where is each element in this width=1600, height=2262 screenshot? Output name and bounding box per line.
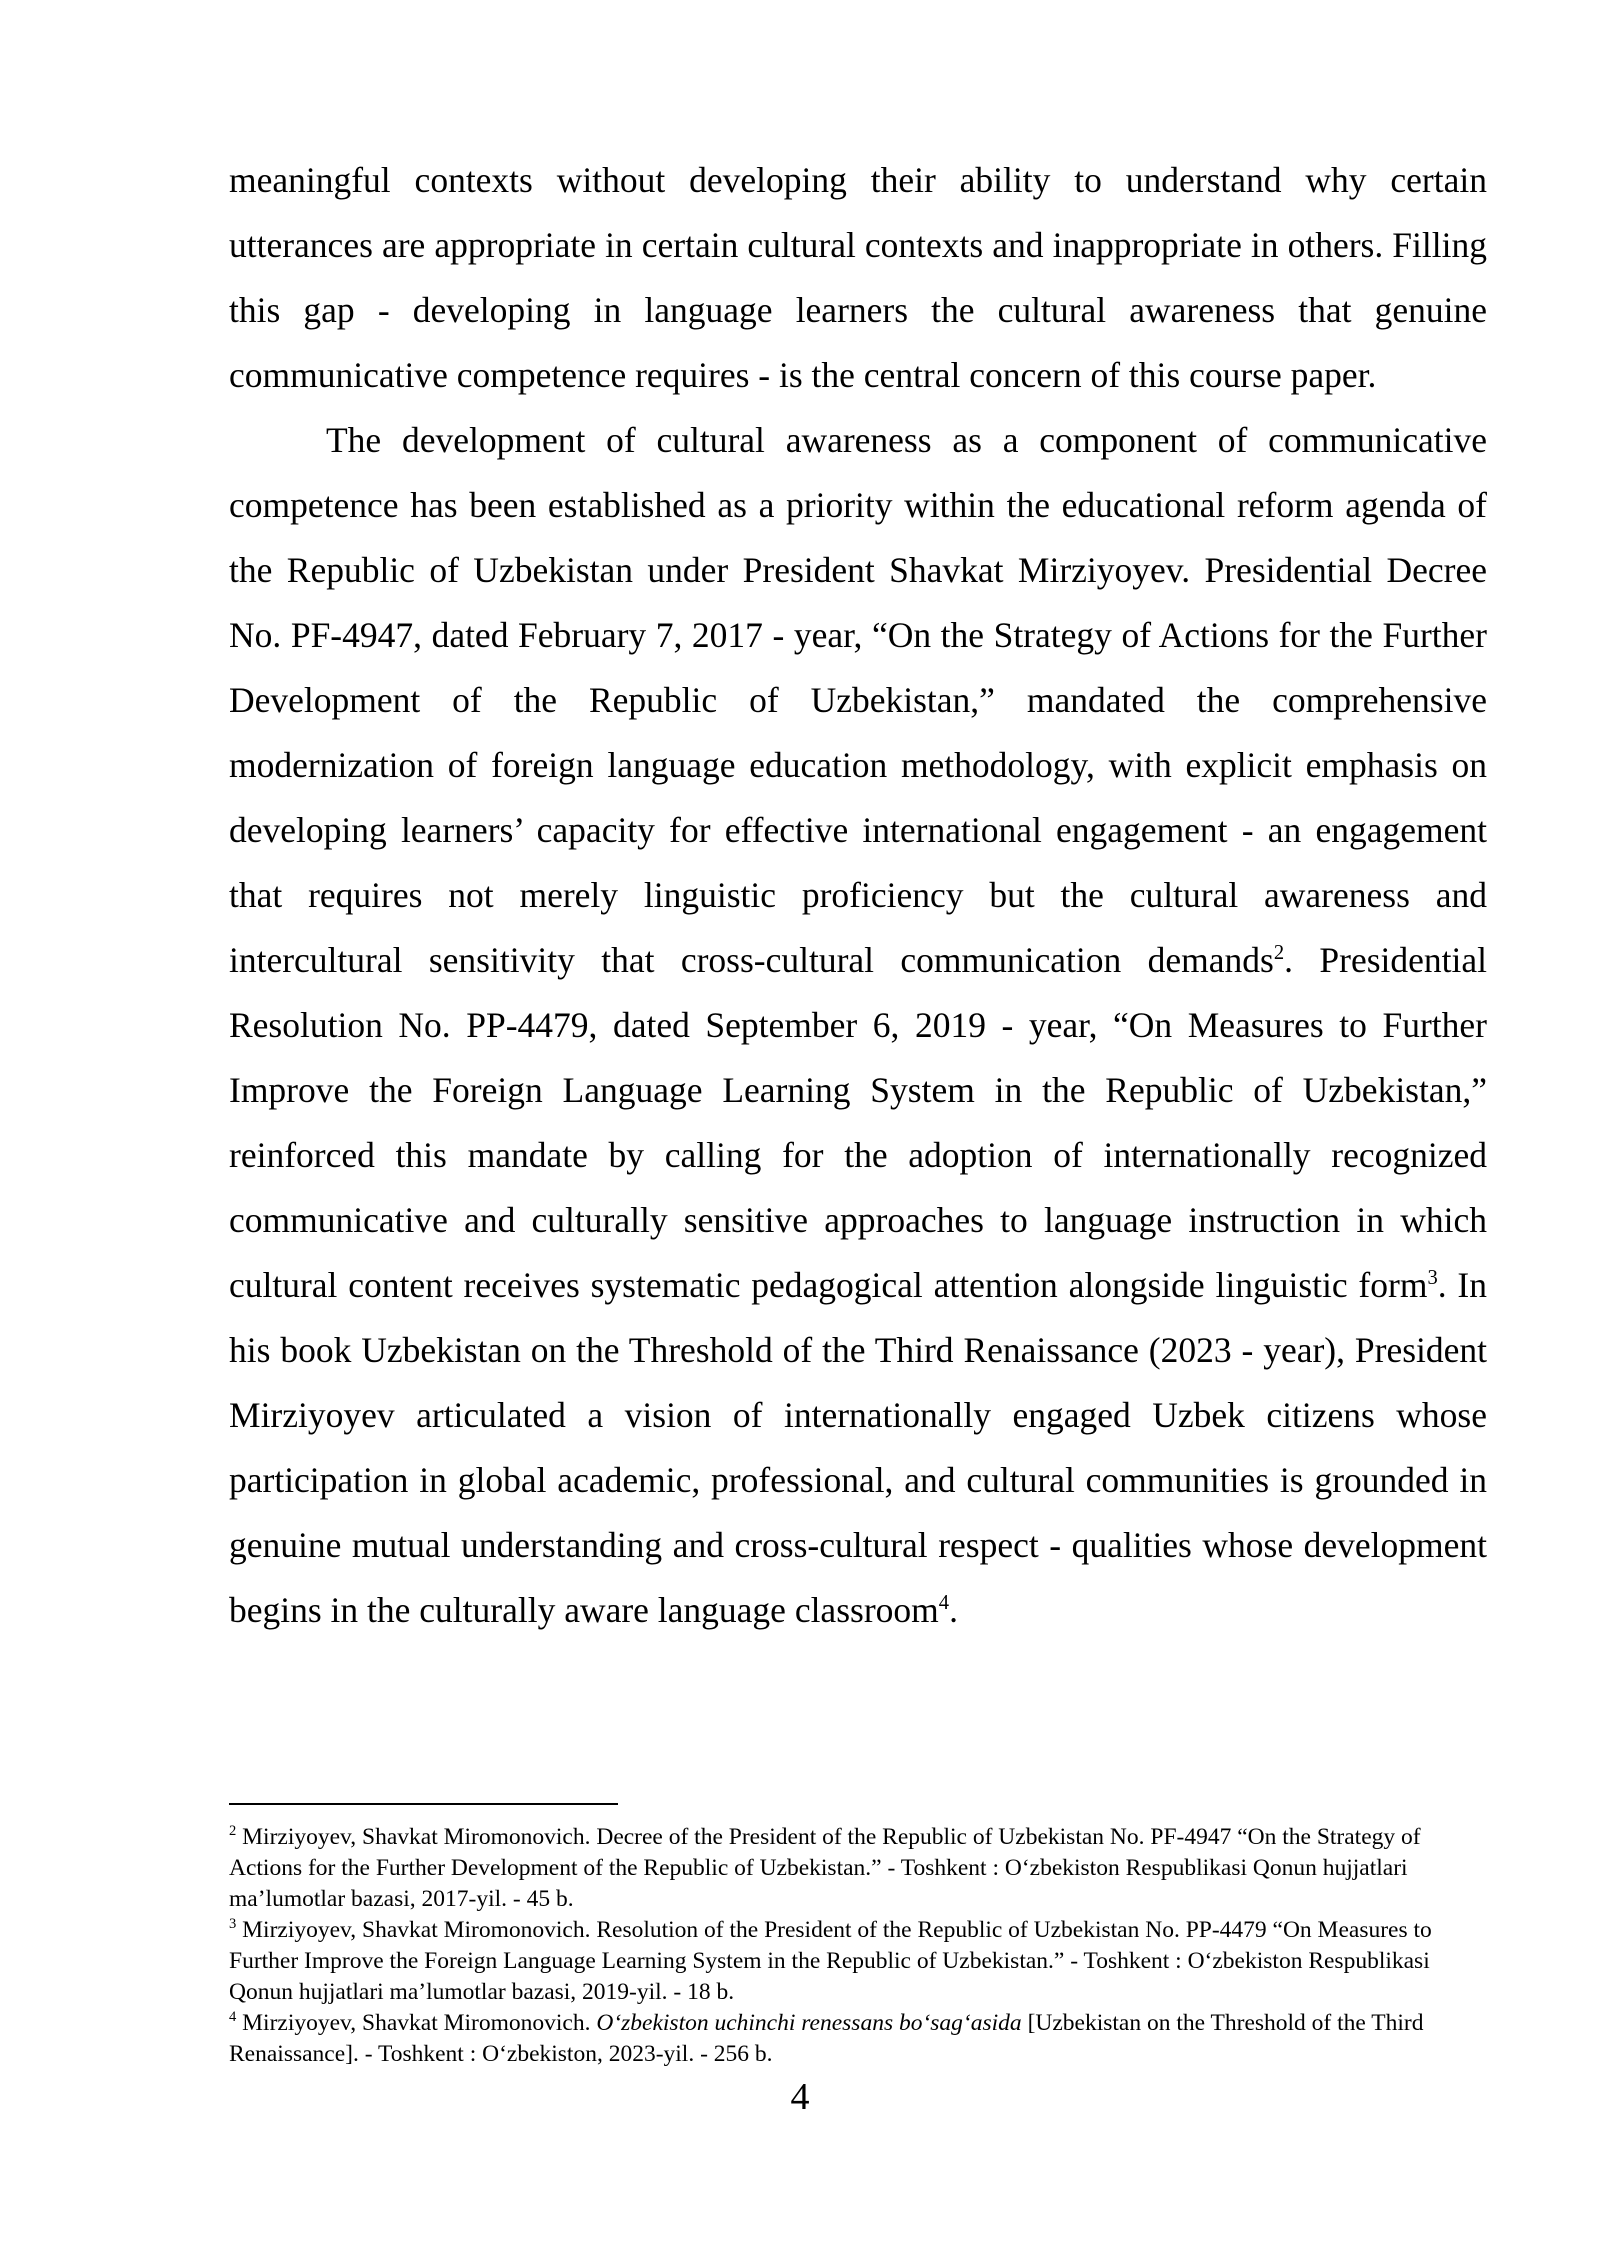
footnote-reference[interactable]: 2 [1273, 942, 1285, 965]
footnote-text: Mirziyoyev, Shavkat Miromonovich. [236, 2010, 597, 2036]
footnote-number: 2 [229, 1823, 237, 1840]
footnote-text: [Uzbekistan on the Threshold of the Third Renaissance]. - Toshkent : O‘zbekiston, 2023-yil. - 256 b. [229, 2010, 1424, 2067]
paragraph-text: meaningful contexts without developing their ability to understand why certain utterances are appropriate in certain cultural contexts and inappropriate in others. Filling this gap - developing in language learners the cultural awareness that genuine communicative competence requires - is the central concern of this course paper. [229, 160, 1487, 395]
page-number: 4 [790, 2076, 810, 2118]
footnote [229, 1915, 1487, 2008]
paragraph-text: . Presidential Resolution No. PP-4479, dated September 6, 2019 - year, “On Measures to Further Improve the Foreign Language Learning System in the Republic of Uzbekistan,” reinforced this mandate by calling for the adoption of internationally recognized communicative and culturally sensitive approaches to language instruction in which cultural content receives systematic pedagogical attention alongside linguistic form [229, 940, 1487, 1305]
footnote-reference[interactable]: 4 [938, 1592, 950, 1615]
body-text [229, 148, 1487, 1643]
footnote-separator [229, 1803, 618, 1805]
footnote-text: Mirziyoyev, Shavkat Miromonovich. Resolution of the President of the Republic of Uzbekistan No. PP-4479 “On Measures to Further Improve the Foreign Language Learning System in the Republic of Uzbekistan.” - Toshkent : O‘zbekiston Respublikasi Qonun hujjatlari ma’lumotlar bazasi, 2019-yil. - 18 b. [229, 1917, 1432, 2005]
paragraph-text: The development of cultural awareness as a component of communicative competence has been established as a priority within the educational reform agenda of the Republic of Uzbekistan under President Shavkat Mirziyoyev. Presidential Decree No. PF-4947, dated February 7, 2017 - year, “On the Strategy of Actions for the Further Development of the Republic of Uzbekistan,” mandated the comprehensive modernization of foreign language education methodology, with explicit emphasis on developing learners’ capacity for effective international engagement - an engagement that requires not merely linguistic proficiency but the cultural awareness and intercultural sensitivity that cross-cultural communication demands [229, 420, 1487, 980]
footnote-text: Mirziyoyev, Shavkat Miromonovich. Decree of the President of the Republic of Uzbekistan No. PF-4947 “On the Strategy of Actions for the Further Development of the Republic of Uzbekistan.” - Toshkent : O‘zbekiston Respublikasi Qonun hujjatlari ma’lumotlar bazasi, 2017-yil. - 45 b. [229, 1824, 1421, 1912]
footnote-number: 3 [229, 1916, 237, 1933]
paragraph-continuation [229, 148, 1487, 408]
footnote [229, 1822, 1487, 1915]
footnote-book-title: O‘zbekiston uchinchi renessans bo‘sag‘asida [596, 2010, 1022, 2036]
paragraph-text: . In his book Uzbekistan on the Threshold of the Third Renaissance (2023 - year), President Mirziyoyev articulated a vision of internationally engaged Uzbek citizens whose participation in global academic, professional, and cultural communities is grounded in genuine mutual understanding and cross-cultural respect - qualities whose development begins in the culturally aware language classroom [229, 1265, 1487, 1630]
footnote-reference[interactable]: 3 [1427, 1267, 1438, 1290]
footnote [229, 2008, 1487, 2070]
paragraph-text: . [949, 1590, 958, 1630]
paragraph-cultural-awareness [229, 408, 1487, 1643]
footnotes [229, 1822, 1487, 2070]
footnote-number: 4 [229, 2009, 237, 2026]
